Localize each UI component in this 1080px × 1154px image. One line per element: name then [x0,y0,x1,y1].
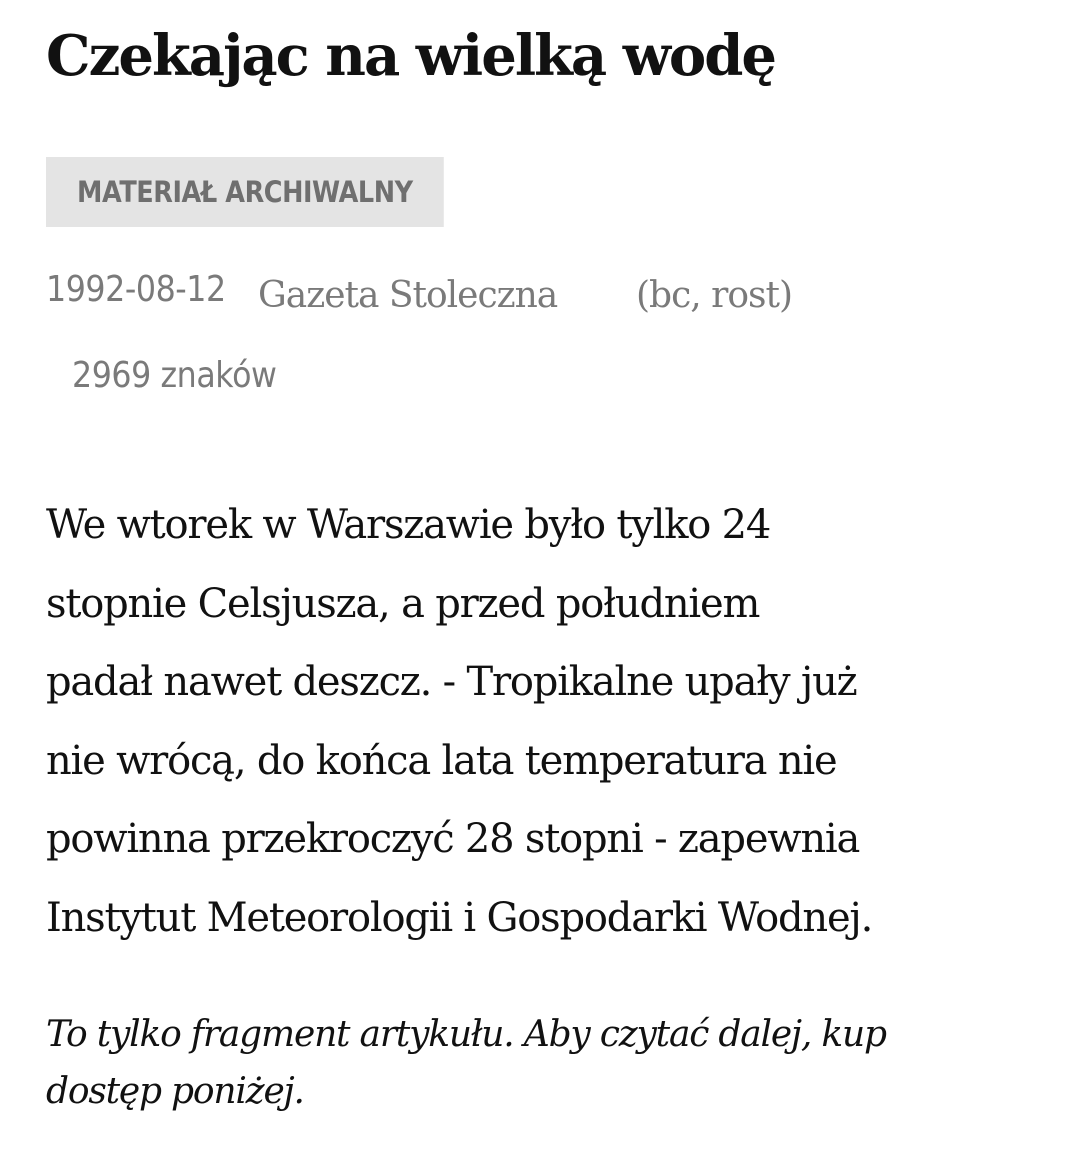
lead-line: stopnie Celsjusza, a przed południem [46,580,760,627]
lead-line: We wtorek w Warszawie było tylko 24 [46,502,771,548]
publish-date: 1992-08-12 [46,269,226,310]
author-initials: (bc, rost) [636,275,793,316]
paywall-line: dostęp poniżej. [46,1071,304,1112]
character-count: 2969 znaków [72,355,277,396]
lead-line: padał nawet deszcz. - Tropikalne upały już [46,659,857,705]
lead-line: powinna przekroczyć 28 stopni - zapewnia [46,816,860,862]
article-lead [46,486,1046,957]
lead-line: Instytut Meteorologii i Gospodarki Wodnej. [46,894,873,941]
paywall-line: To tylko fragment artykułu. Aby czytać dalej, kup [46,1014,886,1055]
paywall-note [46,1006,1046,1120]
source-name: Gazeta Stoleczna [258,275,558,316]
lead-line: nie wrócą, do końca lata temperatura nie [46,737,837,784]
archive-badge: MATERIAŁ ARCHIWALNY [46,157,444,227]
article-title: Czekając na wielką wodę [46,23,776,89]
